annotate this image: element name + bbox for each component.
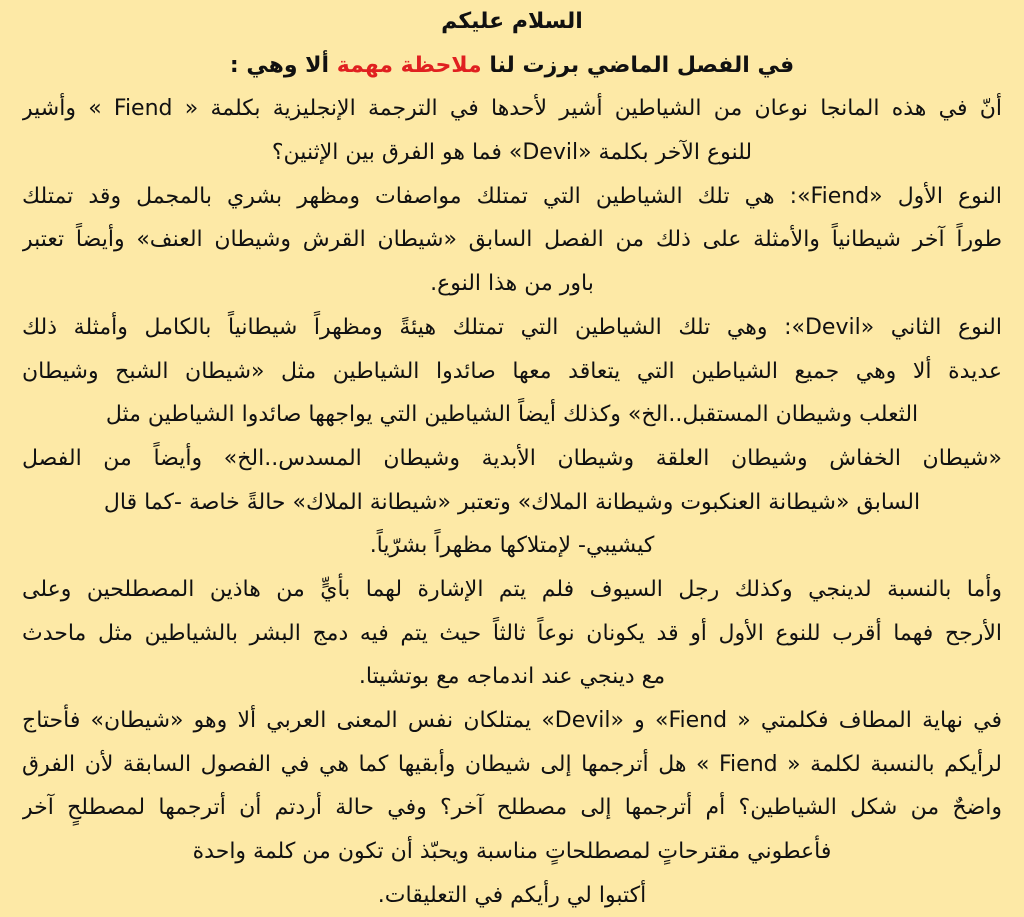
- paragraph-4-line-3: مع دينجي عند اندماجه مع بوتشيتا.: [358, 664, 666, 690]
- paragraph-3-line-3: الثعلب وشيطان المستقبل..الخ» وكذلك أيضاً الشياطين التي يواجهها صائدوا الشياطين مثل: [105, 402, 919, 428]
- paragraph-1-line-2: للنوع الآخر بكلمة «Devil» فما هو الفرق بين الإثنين؟: [271, 140, 753, 166]
- paragraph-3-line-1: النوع الثاني «Devil»: وهي تلك الشياطين التي تمتلك هيئةً ومظهراً شيطانياً بالكامل وأمثلة ذلك: [22, 314, 1002, 340]
- paragraph-5-line-5: أكتبوا لي رأيكم في التعليقات.: [377, 882, 647, 908]
- paragraph-3-line-2: عديدة ألا وهي جميع الشياطين التي يتعاقد معها صائدوا الشياطين مثل «شيطان الشبح وشيطان: [22, 358, 1002, 384]
- paragraph-2-line-3: باور من هذا النوع.: [430, 271, 594, 297]
- paragraph-4-line-2: الأرجح فهما أقرب للنوع الأول أو قد يكونان نوعاً ثالثاً حيث يتم فيه دمج البشر بالشياطين مثل ماحدث: [22, 620, 1002, 646]
- paragraph-3-line-6: كيشيبي- لإمتلاكها مظهراً بشرّياً.: [369, 533, 655, 559]
- paragraph-5-line-1: في نهاية المطاف فكلمتي « Fiend» و «Devil» يمتلكان نفس المعنى العربي ألا وهو «شيطان» فأحتاج: [22, 708, 1002, 733]
- paragraph-1-line-1: أنّ في هذه المانجا نوعان من الشياطين أشير لأحدها في الترجمة الإنجليزية بكلمة « Fiend » وأشير: [22, 96, 1002, 122]
- greeting: السلام عليكم: [441, 9, 583, 34]
- paragraph-2-line-1: النوع الأول «Fiend»: هي تلك الشياطين التي تمتلك مواصفات ومظهر بشري بالمجمل وقد تمتلك: [22, 183, 1002, 209]
- paragraph-4-line-1: وأما بالنسبة لدينجي وكذلك رجل السيوف فلم يتم الإشارة لهما بأيٍّ من هاذين المصطلحين وعلى: [22, 576, 1002, 602]
- paragraph-3-line-4: «شيطان الخفاش وشيطان العلقة وشيطان الأبدية وشيطان المسدس..الخ» وأيضاً من الفصل: [22, 445, 1002, 471]
- intro-after: ألا وهي :: [229, 52, 330, 78]
- paragraph-2-line-2: طوراً آخر شيطانياً والأمثلة على ذلك من الفصل السابق «شيطان القرش وشيطان العنف» وأيضاً تعتبر: [22, 227, 1002, 253]
- paragraph-5-line-4: فأعطوني مقترحاتٍ لمصطلحاتٍ مناسبة ويحبّذ أن تكون من كلمة واحدة: [192, 839, 832, 865]
- paragraph-5-line-3: واضحٌ من شكل الشياطين؟ أم أترجمها إلى مصطلح آخر؟ وفي حالة أردتم أن أترجمها لمصطلحٍ آخر: [22, 795, 1002, 821]
- paragraph-5-line-2: لرأيكم بالنسبة لكلمة « Fiend » هل أترجمها إلى شيطان وأبقيها كما هي في الفصول السابقة لأن الفرق: [22, 751, 1002, 777]
- paragraph-3-line-5: السابق «شيطانة العنكبوت وشيطانة الملاك» وتعتبر «شيطانة الملاك» حالةً خاصة -كما قال: [103, 489, 921, 515]
- intro-before: في الفصل الماضي برزت لنا: [489, 52, 795, 78]
- intro-line: [22, 44, 1002, 88]
- important-note-highlight: ملاحظة مهمة: [336, 52, 482, 78]
